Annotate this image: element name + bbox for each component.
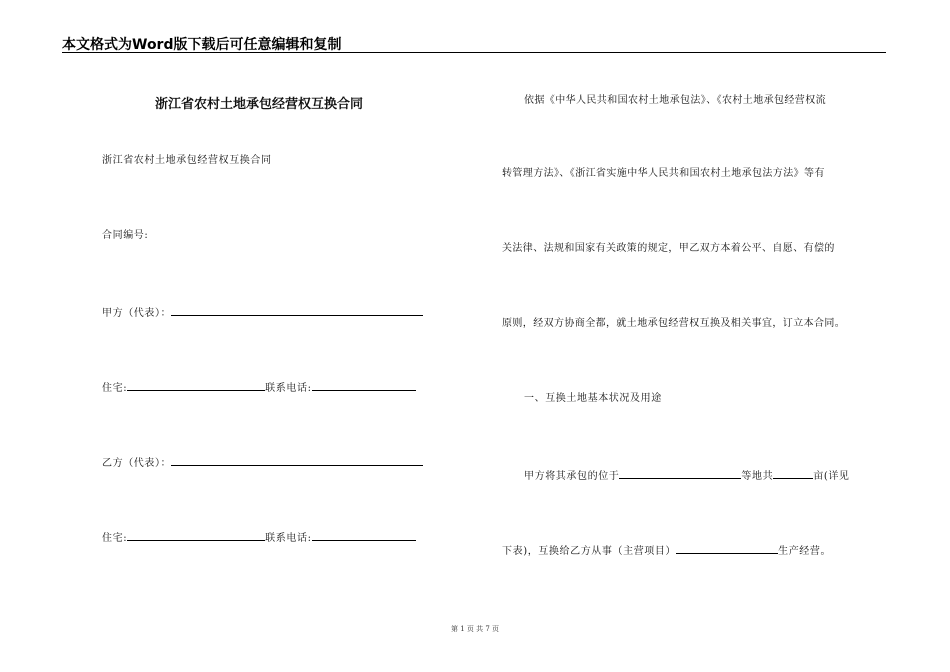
phone-label-a: 联系电话: [265,383,312,394]
page-number: 第 1 页 共 7 页 [450,625,500,633]
party-a-label: 甲方（代表）： [102,308,172,319]
preamble-line-3: 关法律、法规和国家有关政策的规定，甲乙双方本着公平、自愿、有偿的 [502,243,835,254]
land-location-blank [619,468,741,479]
section-1-heading: 一、互换土地基本状况及用途 [524,393,662,404]
party-a-row [102,305,423,320]
phone-blank-b [312,530,416,541]
residence-label-b: 住宅: [102,533,128,544]
party-b-row [102,455,423,470]
banner-divider [62,52,886,53]
party-b-label: 乙方（代表）： [102,458,172,469]
land-use-row [502,543,831,558]
residence-label-a: 住宅: [102,383,128,394]
land-area-label: 等地共 [741,471,774,482]
download-banner: 本文格式为Word版下载后可任意编辑和复制 [62,37,342,53]
party-b-contact-row [102,530,416,545]
land-area-blank [773,468,813,479]
phone-blank-a [312,380,416,391]
land-area-unit: 亩(详见 [813,471,850,482]
land-location-row [524,468,850,483]
document-title: 浙江省农村土地承包经营权互换合同 [155,97,364,112]
party-a-blank [171,305,423,316]
phone-label-b: 联系电话: [265,533,312,544]
residence-blank-b [127,530,265,541]
preamble-line-2: 转管理方法》、《浙江省实施中华人民共和国农村土地承包法方法》等有 [502,168,825,179]
party-a-contact-row [102,380,416,395]
land-location-label: 甲方将其承包的位于 [524,471,620,482]
main-project-blank [676,543,778,554]
preamble-line-1: 依据《中华人民共和国农村土地承包法》、《农村土地承包经营权流 [524,95,826,106]
land-use-label: 下表)，互换给乙方从事（主营项目） [502,546,677,557]
residence-blank-a [127,380,265,391]
contract-subtitle: 浙江省农村土地承包经营权互换合同 [102,155,272,166]
party-b-blank [171,455,423,466]
contract-number-label: 合同编号: [102,230,149,241]
preamble-line-4: 原则，经双方协商全都，就土地承包经营权互换及相关事宜，订立本合同。 [502,318,846,329]
land-use-suffix: 生产经营。 [778,546,832,557]
